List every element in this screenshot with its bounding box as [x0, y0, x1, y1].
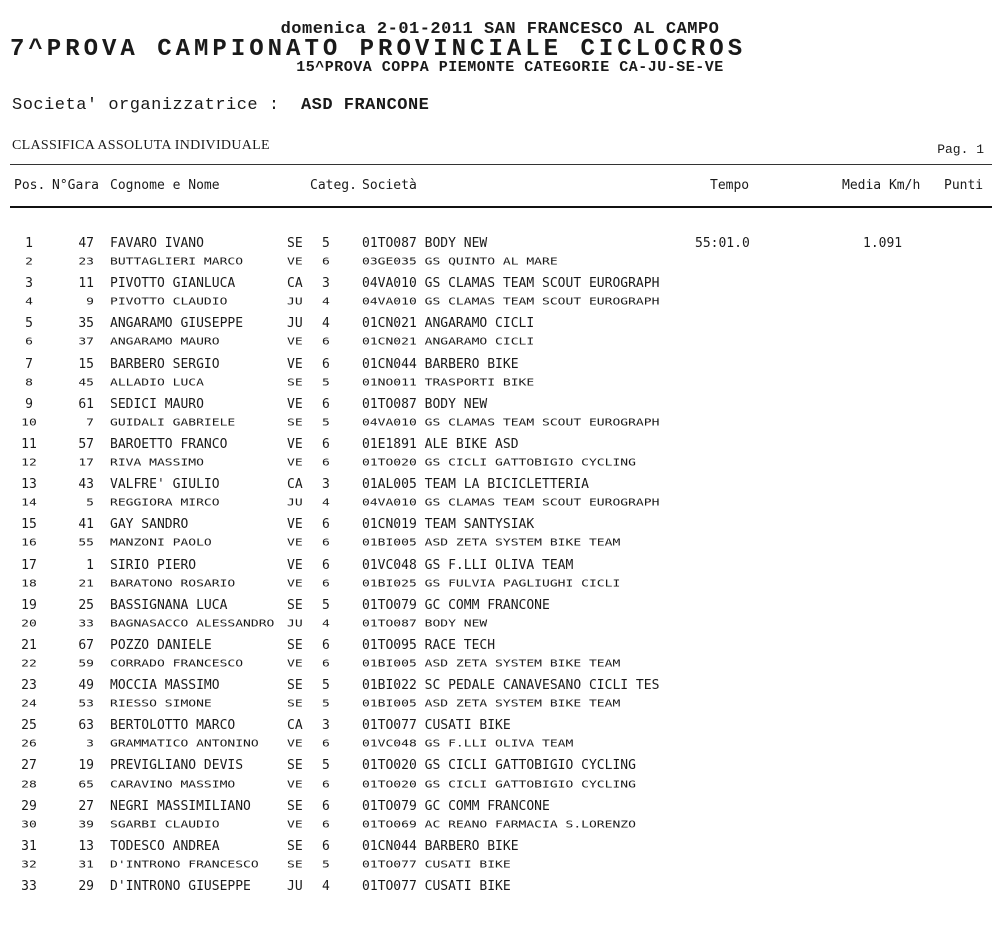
row-athlete-name: ANGARAMO GIUSEPPE: [110, 316, 244, 332]
row-athlete-name: MANZONI PAOLO: [110, 537, 212, 550]
row-position: 7: [25, 356, 33, 372]
row-bib-number: 57: [78, 436, 94, 452]
table-row: [0, 276, 1000, 296]
table-row: [0, 457, 1000, 477]
row-team: 01TO020 GS CICLI GATTOBIGIO CYCLING: [362, 758, 636, 774]
row-position: 10: [21, 416, 37, 429]
row-category-code: 4: [322, 296, 330, 308]
row-category-code: 6: [322, 838, 330, 854]
row-position: 17: [21, 557, 37, 573]
row-bib-number: 19: [78, 758, 94, 774]
table-row: [0, 397, 1000, 417]
row-team: 01VC048 GS F.LLI OLIVA TEAM: [362, 557, 574, 573]
row-position: 30: [21, 818, 37, 831]
row-team: 01CN021 ANGARAMO CICLI: [362, 336, 535, 349]
col-header-team: Società: [362, 178, 417, 193]
row-team: 01TO087 BODY NEW: [362, 396, 488, 412]
row-category-code: 4: [322, 617, 330, 630]
row-position: 25: [21, 718, 37, 734]
row-bib-number: 59: [78, 657, 94, 670]
row-category-code: 5: [322, 376, 330, 389]
row-position: 5: [25, 316, 33, 332]
row-category: SE: [287, 678, 303, 694]
row-team: 01TO020 GS CICLI GATTOBIGIO CYCLING: [362, 778, 636, 791]
row-category: VE: [287, 818, 303, 831]
row-team: 01BI025 GS FULVIA PAGLIUGHI CICLI: [362, 577, 621, 590]
row-bib-number: 37: [78, 336, 94, 349]
table-row: [0, 718, 1000, 738]
table-row: [0, 477, 1000, 497]
row-team: 01TO087 BODY NEW: [362, 236, 488, 251]
row-bib-number: 55: [78, 537, 94, 550]
row-athlete-name: BERTOLOTTO MARCO: [110, 718, 236, 734]
row-team: 01TO079 GC COMM FRANCONE: [362, 597, 550, 613]
row-category: VE: [287, 738, 303, 751]
col-header-time: Tempo: [710, 178, 750, 193]
row-category-code: 5: [322, 236, 330, 251]
row-athlete-name: PIVOTTO GIANLUCA: [110, 276, 236, 292]
col-header-pos: Pos.: [14, 178, 46, 193]
row-team: 01VC048 GS F.LLI OLIVA TEAM: [362, 738, 574, 751]
row-team: 01TO077 CUSATI BIKE: [362, 718, 511, 734]
row-category: SE: [287, 236, 303, 251]
row-category-code: 5: [322, 416, 330, 429]
row-athlete-name: MOCCIA MASSIMO: [110, 678, 220, 694]
organizer-name: ASD FRANCONE: [300, 96, 430, 115]
table-row: [0, 658, 1000, 678]
row-category: SE: [287, 637, 303, 653]
row-athlete-name: GUIDALI GABRIELE: [110, 416, 236, 429]
row-athlete-name: CORRADO FRANCESCO: [110, 657, 244, 670]
row-athlete-name: PREVIGLIANO DEVIS: [110, 758, 244, 774]
row-bib-number: 15: [78, 356, 94, 372]
row-team: 01BI005 ASD ZETA SYSTEM BIKE TEAM: [362, 657, 621, 670]
row-position: 8: [25, 376, 33, 389]
row-team: 04VA010 GS CLAMAS TEAM SCOUT EUROGRAPH: [362, 276, 660, 292]
row-team: 01TO087 BODY NEW: [362, 617, 488, 630]
row-category-code: 6: [322, 537, 330, 550]
row-bib-number: 7: [86, 416, 94, 429]
row-team: 03GE035 GS QUINTO AL MARE: [362, 256, 558, 268]
row-team: 01TO069 AC REANO FARMACIA S.LORENZO: [362, 818, 636, 831]
row-category-code: 6: [322, 637, 330, 653]
table-row: [0, 779, 1000, 799]
row-team: 01TO077 CUSATI BIKE: [362, 858, 511, 871]
row-category: JU: [287, 879, 303, 894]
row-category: SE: [287, 376, 303, 389]
row-team: 04VA010 GS CLAMAS TEAM SCOUT EUROGRAPH: [362, 416, 660, 429]
row-athlete-name: NEGRI MASSIMILIANO: [110, 798, 251, 814]
row-team: 01E1891 ALE BIKE ASD: [362, 436, 519, 452]
row-athlete-name: BUTTAGLIERI MARCO: [110, 256, 244, 268]
row-position: 11: [21, 436, 37, 452]
row-category-code: 6: [322, 356, 330, 372]
row-category-code: 6: [322, 517, 330, 533]
row-bib-number: 27: [78, 798, 94, 814]
row-athlete-name: FAVARO IVANO: [110, 236, 204, 251]
row-bib-number: 47: [78, 236, 94, 251]
table-row: [0, 336, 1000, 356]
table-row: [0, 578, 1000, 598]
row-category: SE: [287, 798, 303, 814]
row-position: 24: [21, 698, 37, 710]
table-row: [0, 618, 1000, 638]
row-athlete-name: SEDICI MAURO: [110, 396, 204, 412]
ranking-title: CLASSIFICA ASSOLUTA INDIVIDUALE: [12, 138, 270, 153]
row-athlete-name: GAY SANDRO: [110, 517, 189, 533]
table-row: [0, 839, 1000, 859]
divider-top: [10, 164, 992, 165]
row-category: CA: [287, 477, 303, 493]
row-category-code: 5: [322, 698, 330, 710]
row-category-code: 4: [322, 316, 330, 332]
table-row: [0, 859, 1000, 879]
row-bib-number: 45: [78, 376, 94, 389]
row-position: 14: [21, 497, 37, 509]
row-bib-number: 31: [78, 858, 94, 871]
row-team: 01CN044 BARBERO BIKE: [362, 356, 519, 372]
row-category-code: 3: [322, 477, 330, 493]
row-category: CA: [287, 718, 303, 734]
row-athlete-name: ALLADIO LUCA: [110, 376, 204, 389]
row-athlete-name: RIVA MASSIMO: [110, 457, 204, 469]
table-row: [0, 678, 1000, 698]
row-athlete-name: SGARBI CLAUDIO: [110, 818, 220, 831]
row-bib-number: 5: [86, 497, 94, 509]
row-position: 18: [21, 577, 37, 590]
row-category-code: 3: [322, 276, 330, 292]
row-category-code: 6: [322, 657, 330, 670]
row-team: 01CN044 BARBERO BIKE: [362, 838, 519, 854]
row-athlete-name: VALFRE' GIULIO: [110, 477, 220, 493]
row-athlete-name: RIESSO SIMONE: [110, 698, 212, 710]
row-position: 4: [25, 296, 33, 308]
row-category: VE: [287, 657, 303, 670]
table-row: [0, 819, 1000, 839]
row-position: 6: [25, 336, 33, 349]
col-header-speed: Media Km/h: [842, 178, 921, 193]
row-bib-number: 49: [78, 678, 94, 694]
organizer-line: [12, 96, 429, 115]
col-header-category: Categ.: [310, 178, 357, 193]
row-position: 13: [21, 477, 37, 493]
row-category-code: 6: [322, 396, 330, 412]
row-bib-number: 29: [78, 879, 94, 894]
row-category: JU: [287, 497, 303, 509]
row-bib-number: 39: [78, 818, 94, 831]
table-row: [0, 598, 1000, 618]
row-category: JU: [287, 296, 303, 308]
row-category: SE: [287, 838, 303, 854]
row-position: 12: [21, 457, 37, 469]
row-bib-number: 67: [78, 637, 94, 653]
row-position: 29: [21, 798, 37, 814]
row-category: VE: [287, 517, 303, 533]
row-bib-number: 53: [78, 698, 94, 710]
row-athlete-name: D'INTRONO GIUSEPPE: [110, 879, 251, 894]
table-row: [0, 497, 1000, 517]
row-team: 01TO095 RACE TECH: [362, 637, 496, 653]
row-category-code: 5: [322, 758, 330, 774]
row-athlete-name: D'INTRONO FRANCESCO: [110, 858, 259, 871]
row-category: SE: [287, 597, 303, 613]
row-category: VE: [287, 557, 303, 573]
row-category-code: 6: [322, 778, 330, 791]
row-category: SE: [287, 858, 303, 871]
row-position: 28: [21, 778, 37, 791]
row-position: 27: [21, 758, 37, 774]
row-athlete-name: REGGIORA MIRCO: [110, 497, 220, 509]
row-position: 3: [25, 276, 33, 292]
row-athlete-name: BARBERO SERGIO: [110, 356, 220, 372]
row-team: 01CN019 TEAM SANTYSIAK: [362, 517, 535, 533]
row-team: 01TO020 GS CICLI GATTOBIGIO CYCLING: [362, 457, 636, 469]
row-position: 19: [21, 597, 37, 613]
row-category: VE: [287, 457, 303, 469]
table-row: [0, 377, 1000, 397]
row-bib-number: 9: [86, 296, 94, 308]
row-category: VE: [287, 336, 303, 349]
table-row: [0, 698, 1000, 718]
row-bib-number: 33: [78, 617, 94, 630]
row-category: JU: [287, 316, 303, 332]
row-category-code: 4: [322, 497, 330, 509]
row-category-code: 6: [322, 738, 330, 751]
organizer-label: Societa' organizzatrice :: [12, 96, 280, 115]
row-category-code: 6: [322, 256, 330, 268]
row-position: 9: [25, 396, 33, 412]
event-title-text: 7^PROVA CAMPIONATO PROVINCIALE CICLOCROS: [10, 36, 747, 55]
row-category: JU: [287, 617, 303, 630]
row-category-code: 6: [322, 336, 330, 349]
row-category: VE: [287, 537, 303, 550]
row-category-code: 6: [322, 436, 330, 452]
row-bib-number: 17: [78, 457, 94, 469]
row-position: 2: [25, 256, 33, 268]
col-header-name: Cognome e Nome: [110, 178, 220, 193]
row-team: 04VA010 GS CLAMAS TEAM SCOUT EUROGRAPH: [362, 497, 660, 509]
row-team: 01AL005 TEAM LA BICICLETTERIA: [362, 477, 589, 493]
row-category-code: 5: [322, 858, 330, 871]
row-category-code: 3: [322, 718, 330, 734]
row-category-code: 5: [322, 678, 330, 694]
results-table-body: [0, 236, 1000, 899]
event-date-line: domenica 2-01-2011 SAN FRANCESCO AL CAMPO: [280, 20, 720, 39]
row-athlete-name: PIVOTTO CLAUDIO: [110, 296, 228, 308]
row-athlete-name: TODESCO ANDREA: [110, 838, 220, 854]
row-category: VE: [287, 778, 303, 791]
row-bib-number: 63: [78, 718, 94, 734]
row-position: 15: [21, 517, 37, 533]
row-position: 22: [21, 657, 37, 670]
row-category: VE: [287, 396, 303, 412]
table-row: [0, 357, 1000, 377]
row-team: 04VA010 GS CLAMAS TEAM SCOUT EUROGRAPH: [362, 296, 660, 308]
row-team: 01NO011 TRASPORTI BIKE: [362, 376, 535, 389]
row-bib-number: 35: [78, 316, 94, 332]
row-team: 01BI005 ASD ZETA SYSTEM BIKE TEAM: [362, 537, 621, 550]
table-row: [0, 537, 1000, 557]
row-category: VE: [287, 577, 303, 590]
row-bib-number: 1: [86, 557, 94, 573]
row-bib-number: 11: [78, 276, 94, 292]
row-category: SE: [287, 758, 303, 774]
row-category: VE: [287, 436, 303, 452]
row-team: 01TO079 GC COMM FRANCONE: [362, 798, 550, 814]
event-title-line: [10, 33, 990, 55]
row-athlete-name: SIRIO PIERO: [110, 557, 197, 573]
row-bib-number: 65: [78, 778, 94, 791]
row-team: 01TO077 CUSATI BIKE: [362, 879, 511, 894]
row-category-code: 6: [322, 577, 330, 590]
table-row: [0, 256, 1000, 276]
row-position: 26: [21, 738, 37, 751]
col-header-gara: N°Gara: [52, 178, 99, 193]
row-athlete-name: ANGARAMO MAURO: [110, 336, 220, 349]
row-athlete-name: GRAMMATICO ANTONINO: [110, 738, 259, 751]
divider-header: [10, 206, 992, 208]
row-bib-number: 13: [78, 838, 94, 854]
row-category-code: 6: [322, 818, 330, 831]
row-position: 1: [25, 236, 33, 251]
row-position: 20: [21, 617, 37, 630]
row-category-code: 6: [322, 798, 330, 814]
row-avg-speed: 1.091: [863, 236, 903, 251]
row-athlete-name: BARATONO ROSARIO: [110, 577, 236, 590]
table-row: [0, 296, 1000, 316]
row-team: 01BI005 ASD ZETA SYSTEM BIKE TEAM: [362, 698, 621, 710]
row-bib-number: 23: [78, 256, 94, 268]
table-row: [0, 417, 1000, 437]
event-subtitle-line: 15^PROVA COPPA PIEMONTE CATEGORIE CA-JU-SE-VE: [296, 59, 724, 76]
table-row: [0, 316, 1000, 336]
table-row: [0, 879, 1000, 899]
table-row: [0, 437, 1000, 457]
row-athlete-name: BAROETTO FRANCO: [110, 436, 228, 452]
row-athlete-name: POZZO DANIELE: [110, 637, 212, 653]
row-position: 16: [21, 537, 37, 550]
row-team: 01BI022 SC PEDALE CANAVESANO CICLI TES: [362, 678, 660, 694]
row-team: 01CN021 ANGARAMO CICLI: [362, 316, 535, 332]
page-number: Pag. 1: [937, 142, 984, 157]
row-position: 23: [21, 678, 37, 694]
table-row: [0, 517, 1000, 537]
row-bib-number: 21: [78, 577, 94, 590]
row-bib-number: 3: [86, 738, 94, 751]
table-row: [0, 236, 1000, 256]
row-time: 55:01.0: [695, 236, 750, 251]
table-row: [0, 758, 1000, 778]
row-category-code: 6: [322, 557, 330, 573]
row-position: 31: [21, 838, 37, 854]
row-category: CA: [287, 276, 303, 292]
row-position: 21: [21, 637, 37, 653]
row-category: VE: [287, 256, 303, 268]
table-row: [0, 638, 1000, 658]
row-category: SE: [287, 698, 303, 710]
row-athlete-name: CARAVINO MASSIMO: [110, 778, 236, 791]
row-category-code: 6: [322, 457, 330, 469]
row-position: 33: [21, 879, 37, 894]
table-row: [0, 738, 1000, 758]
table-row: [0, 558, 1000, 578]
row-category-code: 5: [322, 597, 330, 613]
row-category: VE: [287, 356, 303, 372]
row-category: SE: [287, 416, 303, 429]
row-athlete-name: BAGNASACCO ALESSANDRO: [110, 617, 275, 630]
row-athlete-name: BASSIGNANA LUCA: [110, 597, 228, 613]
row-position: 32: [21, 858, 37, 871]
row-bib-number: 61: [78, 396, 94, 412]
row-bib-number: 43: [78, 477, 94, 493]
table-row: [0, 799, 1000, 819]
row-bib-number: 25: [78, 597, 94, 613]
row-bib-number: 41: [78, 517, 94, 533]
row-category-code: 4: [322, 879, 330, 894]
col-header-points: Punti: [944, 178, 984, 193]
